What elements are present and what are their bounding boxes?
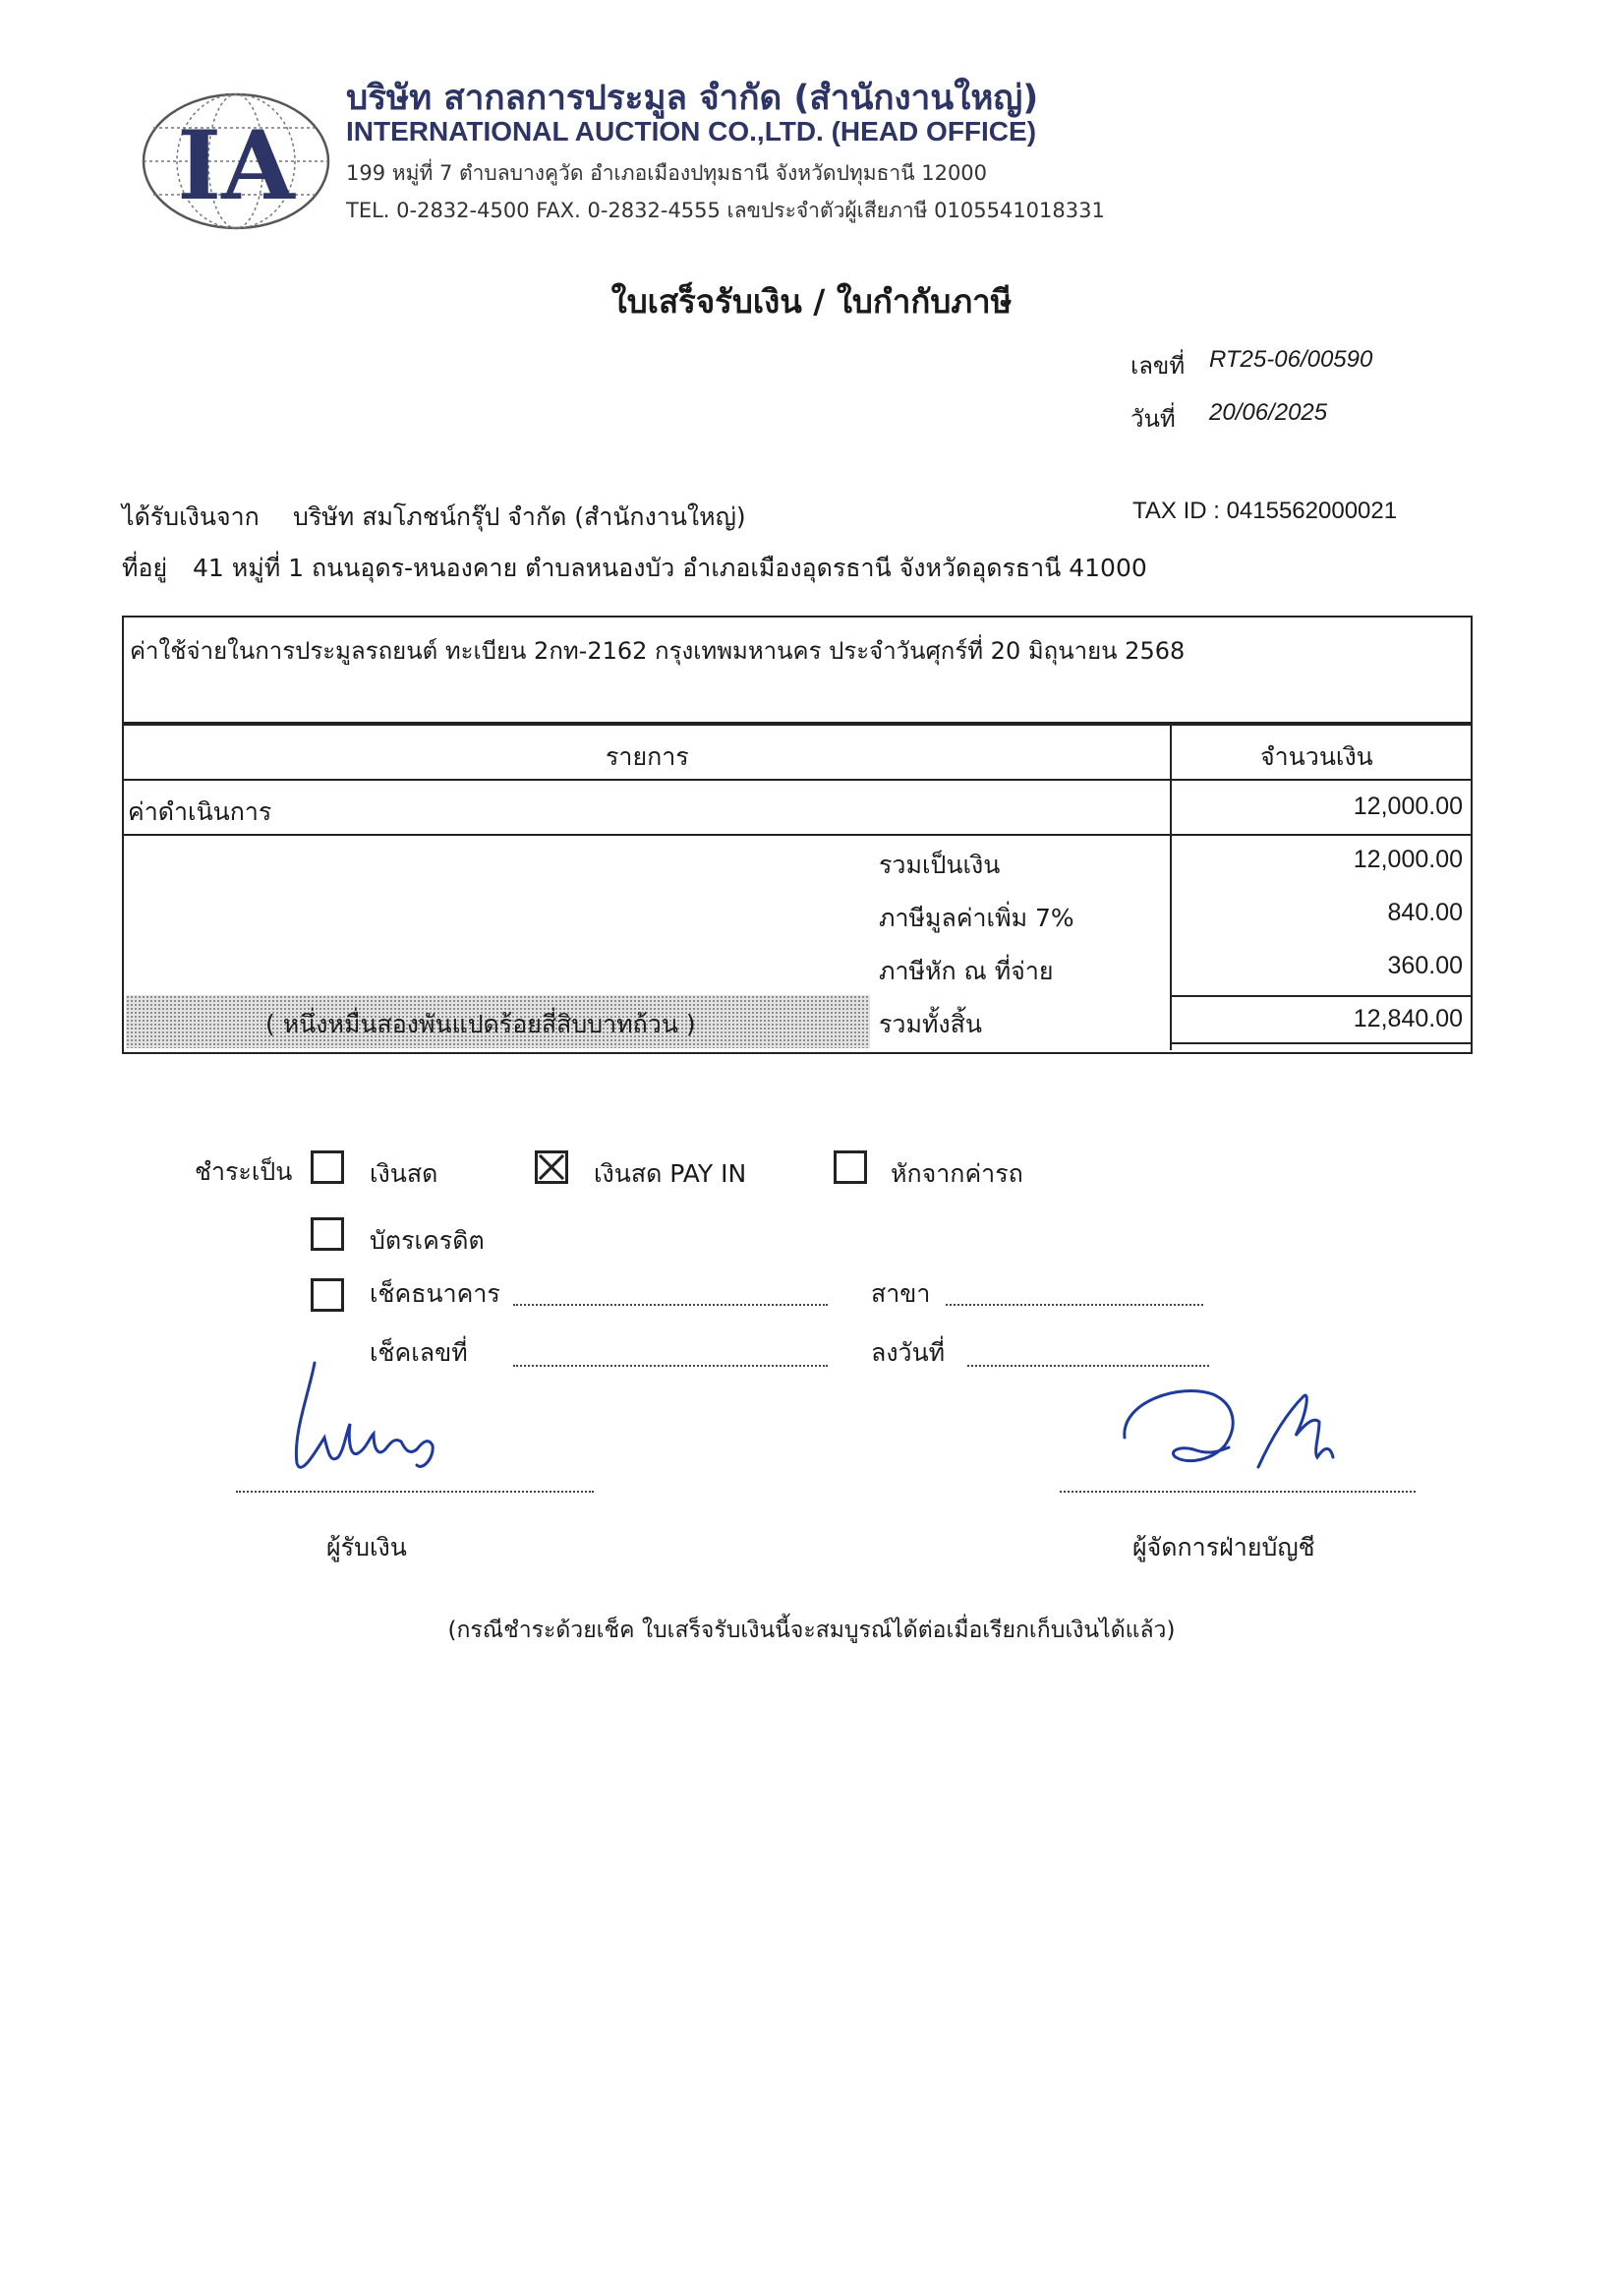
company-address: 199 หมู่ที่ 7 ตำบลบางคูวัด อำเภอเมืองปทุมธานี จังหวัดปทุมธานี 12000 — [346, 161, 988, 185]
document-title: ใบเสร็จรับเงิน / ใบกำกับภาษี — [610, 282, 1013, 321]
logo-text: IA — [177, 110, 295, 221]
company-name-en: INTERNATIONAL AUCTION CO.,LTD. (HEAD OFFICE) — [346, 116, 1037, 147]
company-contact: TEL. 0-2832-4500 FAX. 0-2832-4555 เลขประจำตัวผู้เสียภาษี 0105541018331 — [346, 199, 1105, 222]
bank-check-checkbox[interactable] — [311, 1278, 344, 1312]
branch-field[interactable] — [946, 1304, 1203, 1306]
doc-date: 20/06/2025 — [1209, 399, 1328, 426]
deduct-label: หักจากค่ารถ — [891, 1159, 1023, 1188]
payment-label: ชำระเป็น — [195, 1157, 293, 1186]
cash-pay-in-checkbox[interactable] — [535, 1150, 568, 1184]
check-number-field[interactable] — [513, 1365, 828, 1367]
description-text: ค่าใช้จ่ายในการประมูลรถยนต์ ทะเบียน 2กท-2162 กรุงเทพมหานคร ประจำวันศุกร์ที่ 20 มิถุนายน 2568 — [130, 637, 1186, 665]
table-row-rule — [122, 834, 1471, 836]
footnote: (กรณีชำระด้วยเช็ค ใบเสร็จรับเงินนี้จะสมบูรณ์ได้ต่อเมื่อเรียกเก็บเงินได้แล้ว) — [447, 1618, 1176, 1643]
cash-checkbox[interactable] — [311, 1150, 344, 1184]
col-amount-header: จำนวนเงิน — [1260, 742, 1373, 771]
cash-label: เงินสด — [370, 1159, 438, 1188]
table-header-rule — [122, 779, 1471, 781]
cash-pay-in-label: เงินสด PAY IN — [594, 1159, 747, 1188]
receiver-label: ผู้รับเงิน — [326, 1533, 407, 1561]
table-column-divider — [1170, 722, 1172, 1050]
manager-label: ผู้จัดการฝ่ายบัญชี — [1132, 1533, 1315, 1561]
wht-label: ภาษีหัก ณ ที่จ่าย — [879, 957, 1054, 985]
credit-card-label: บัตรเครดิต — [370, 1226, 485, 1255]
vat-label: ภาษีมูลค่าเพิ่ม 7% — [879, 904, 1074, 932]
customer-address-label: ที่อยู่ — [122, 554, 168, 582]
company-name-th: บริษัท สากลการประมูล จำกัด (สำนักงานใหญ่) — [346, 79, 1039, 118]
company-logo — [138, 88, 334, 234]
vat-value: 840.00 — [1387, 899, 1463, 926]
bank-check-field[interactable] — [513, 1304, 828, 1306]
table-row-amount: 12,000.00 — [1353, 793, 1463, 820]
wht-value: 360.00 — [1387, 952, 1463, 979]
customer-name: บริษัท สมโภชน์กรุ๊ป จำกัด (สำนักงานใหญ่) — [293, 502, 746, 531]
check-date-label: ลงวันที่ — [871, 1338, 946, 1367]
grand-total-rule-top — [1170, 995, 1471, 997]
doc-date-label: วันที่ — [1130, 405, 1176, 433]
branch-label: สาขา — [871, 1279, 931, 1308]
received-from-label: ได้รับเงินจาก — [122, 502, 260, 531]
manager-signature-line — [1060, 1491, 1416, 1493]
receiver-signature-line — [236, 1491, 594, 1493]
check-number-label: เช็คเลขที่ — [370, 1338, 468, 1367]
doc-number-label: เลขที่ — [1130, 352, 1186, 380]
amount-in-words: ( หนึ่งหมื่นสองพันแปดร้อยสี่สิบบาทถ้วน ) — [265, 1010, 696, 1038]
table-row-item: ค่าดำเนินการ — [128, 797, 272, 826]
customer-tax-id: TAX ID : 0415562000021 — [1132, 498, 1398, 524]
subtotal-label: รวมเป็นเงิน — [879, 851, 1001, 879]
grand-total-label: รวมทั้งสิ้น — [879, 1010, 982, 1038]
deduct-checkbox[interactable] — [834, 1150, 867, 1184]
credit-card-checkbox[interactable] — [311, 1217, 344, 1251]
subtotal-value: 12,000.00 — [1353, 846, 1463, 873]
receiver-signature — [275, 1355, 472, 1483]
col-item-header: รายการ — [606, 742, 689, 771]
doc-number: RT25-06/00590 — [1209, 346, 1373, 373]
customer-address: 41 หมู่ที่ 1 ถนนอุดร-หนองคาย ตำบลหนองบัว อำเภอเมืองอุดรธานี จังหวัดอุดรธานี 41000 — [193, 554, 1147, 582]
bank-check-label: เช็คธนาคาร — [370, 1279, 500, 1308]
manager-signature — [1111, 1373, 1347, 1491]
grand-total-value: 12,840.00 — [1353, 1005, 1463, 1032]
check-date-field[interactable] — [967, 1365, 1209, 1367]
grand-total-rule-bottom — [1170, 1042, 1471, 1044]
